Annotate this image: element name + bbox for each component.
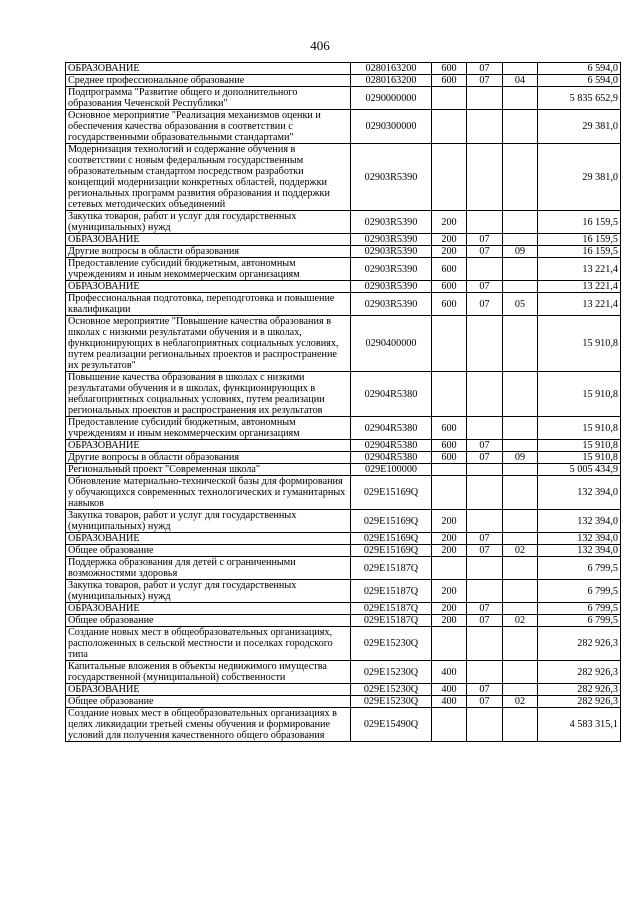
target-code-cell: 029E15230Q [351,684,432,696]
section-cell: 07 [467,696,503,708]
row-name-cell: Общее образование [66,615,351,627]
target-code-cell: 029E100000 [351,464,432,476]
row-name-cell: Предоставление субсидий бюджетным, автономным учреждениям и иным некоммерческим организациям [66,258,351,281]
table-row [66,372,621,417]
expense-type-cell: 200 [432,533,467,545]
subsection-cell: 05 [503,293,538,316]
target-code-cell: 0280163200 [351,63,432,75]
section-cell: 07 [467,281,503,293]
amount-cell: 16 159,5 [538,234,621,246]
target-code-cell: 02903R5390 [351,234,432,246]
amount-cell: 16 159,5 [538,211,621,234]
expense-type-cell: 600 [432,293,467,316]
subsection-cell [503,316,538,372]
row-name-cell: Повышение качества образования в школах с низкими результатами обучения и в школах, функционирующих в неблагоприятных социальных условиях, путем реализации региональных проектов и распространения их результатов [66,372,351,417]
expense-type-cell: 200 [432,545,467,557]
section-cell [467,144,503,211]
row-name-cell: Среднее профессиональное образование [66,75,351,87]
row-name-cell: Обновление материально-технической базы для формирования у обучающихся современных технологических и гуманитарных навыков [66,476,351,510]
expense-type-cell: 600 [432,417,467,440]
subsection-cell: 09 [503,452,538,464]
budget-table-body [66,63,621,742]
amount-cell: 132 394,0 [538,533,621,545]
subsection-cell: 02 [503,696,538,708]
expense-type-cell [432,110,467,144]
subsection-cell [503,87,538,110]
table-row [66,144,621,211]
subsection-cell: 09 [503,246,538,258]
expense-type-cell: 600 [432,452,467,464]
expense-type-cell: 400 [432,661,467,684]
amount-cell: 5 835 652,9 [538,87,621,110]
row-name-cell: Поддержка образования для детей с ограниченными возможностями здоровья [66,557,351,580]
amount-cell: 16 159,5 [538,246,621,258]
amount-cell: 282 926,3 [538,684,621,696]
section-cell: 07 [467,246,503,258]
target-code-cell: 02903R5390 [351,293,432,316]
row-name-cell: Профессиональная подготовка, переподготовка и повышение квалификации [66,293,351,316]
amount-cell: 15 910,8 [538,316,621,372]
amount-cell: 6 594,0 [538,75,621,87]
target-code-cell: 0280163200 [351,75,432,87]
row-name-cell: Общее образование [66,545,351,557]
row-name-cell: Основное мероприятие "Повышение качества образования в школах с низкими результатами обучения и в школах, функционирующих в неблагоприятных социальных условиях, путем реализации региональных проектов и распространение их результатов" [66,316,351,372]
target-code-cell: 0290000000 [351,87,432,110]
expense-type-cell [432,144,467,211]
amount-cell: 132 394,0 [538,476,621,510]
table-row [66,684,621,696]
amount-cell: 13 221,4 [538,258,621,281]
target-code-cell: 029E15169Q [351,476,432,510]
row-name-cell: ОБРАЗОВАНИЕ [66,440,351,452]
row-name-cell: Подпрограмма "Развитие общего и дополнительного образования Чеченской Республики" [66,87,351,110]
row-name-cell: Предоставление субсидий бюджетным, автономным учреждениям и иным некоммерческим организациям [66,417,351,440]
section-cell [467,110,503,144]
subsection-cell [503,510,538,533]
row-name-cell: ОБРАЗОВАНИЕ [66,533,351,545]
table-row [66,627,621,661]
expense-type-cell: 400 [432,696,467,708]
row-name-cell: ОБРАЗОВАНИЕ [66,684,351,696]
expense-type-cell [432,87,467,110]
target-code-cell: 02904R5380 [351,440,432,452]
row-name-cell: Закупка товаров, работ и услуг для государственных (муниципальных) нужд [66,580,351,603]
amount-cell: 5 005 434,9 [538,464,621,476]
target-code-cell: 029E15187Q [351,603,432,615]
expense-type-cell: 200 [432,246,467,258]
table-row [66,580,621,603]
table-row [66,234,621,246]
table-row [66,417,621,440]
table-row [66,545,621,557]
section-cell [467,708,503,742]
target-code-cell: 02903R5390 [351,246,432,258]
section-cell [467,661,503,684]
expense-type-cell: 600 [432,258,467,281]
target-code-cell: 0290400000 [351,316,432,372]
expense-type-cell: 600 [432,440,467,452]
table-row [66,615,621,627]
section-cell: 07 [467,234,503,246]
section-cell [467,258,503,281]
table-row [66,533,621,545]
target-code-cell: 029E15169Q [351,545,432,557]
amount-cell: 6 799,5 [538,580,621,603]
target-code-cell: 02903R5390 [351,258,432,281]
subsection-cell [503,281,538,293]
table-row [66,476,621,510]
section-cell [467,580,503,603]
subsection-cell [503,627,538,661]
amount-cell: 15 910,8 [538,417,621,440]
amount-cell: 6 799,5 [538,603,621,615]
expense-type-cell: 200 [432,211,467,234]
subsection-cell [503,603,538,615]
expense-type-cell [432,708,467,742]
amount-cell: 282 926,3 [538,696,621,708]
amount-cell: 29 381,0 [538,110,621,144]
target-code-cell: 029E15490Q [351,708,432,742]
target-code-cell: 029E15187Q [351,557,432,580]
section-cell: 07 [467,615,503,627]
table-row [66,87,621,110]
subsection-cell [503,234,538,246]
row-name-cell: ОБРАЗОВАНИЕ [66,63,351,75]
expense-type-cell: 200 [432,234,467,246]
row-name-cell: Модернизация технологий и содержание обучения в соответствии с новым федеральным государственным образовательным стандартом посредством разработки концепций модернизации конкретных областей, поддержки региональных программ развития образования и поддержки сетевых методических объединений [66,144,351,211]
section-cell: 07 [467,684,503,696]
section-cell [467,627,503,661]
section-cell: 07 [467,63,503,75]
table-row [66,63,621,75]
section-cell [467,464,503,476]
expense-type-cell: 600 [432,63,467,75]
amount-cell: 13 221,4 [538,293,621,316]
subsection-cell [503,580,538,603]
page-number: 406 [310,38,330,53]
expense-type-cell: 600 [432,281,467,293]
amount-cell: 15 910,8 [538,372,621,417]
section-cell [467,417,503,440]
section-cell: 07 [467,75,503,87]
target-code-cell: 029E15169Q [351,533,432,545]
subsection-cell: 04 [503,75,538,87]
row-name-cell: Закупка товаров, работ и услуг для государственных (муниципальных) нужд [66,211,351,234]
target-code-cell: 02903R5390 [351,211,432,234]
table-row [66,557,621,580]
expense-type-cell [432,316,467,372]
table-row [66,258,621,281]
section-cell [467,87,503,110]
amount-cell: 29 381,0 [538,144,621,211]
target-code-cell: 02904R5380 [351,452,432,464]
target-code-cell: 029E15187Q [351,615,432,627]
section-cell [467,476,503,510]
section-cell: 07 [467,452,503,464]
table-row [66,603,621,615]
subsection-cell [503,661,538,684]
target-code-cell: 02903R5390 [351,281,432,293]
row-name-cell: Закупка товаров, работ и услуг для государственных (муниципальных) нужд [66,510,351,533]
expense-type-cell [432,627,467,661]
subsection-cell [503,417,538,440]
table-row [66,281,621,293]
section-cell [467,510,503,533]
row-name-cell: Создание новых мест в общеобразовательных организациях, расположенных в сельской местности и поселках городского типа [66,627,351,661]
amount-cell: 282 926,3 [538,627,621,661]
subsection-cell [503,476,538,510]
expense-type-cell [432,557,467,580]
table-row [66,661,621,684]
row-name-cell: Создание новых мест в общеобразовательных организациях в целях ликвидации третьей смены обучения и формирование условий для получения качественного общего образования [66,708,351,742]
amount-cell: 15 910,8 [538,452,621,464]
expense-type-cell: 400 [432,684,467,696]
subsection-cell: 02 [503,545,538,557]
row-name-cell: Другие вопросы в области образования [66,452,351,464]
row-name-cell: Общее образование [66,696,351,708]
table-row [66,110,621,144]
table-row [66,510,621,533]
table-row [66,696,621,708]
amount-cell: 132 394,0 [538,545,621,557]
target-code-cell: 029E15169Q [351,510,432,533]
target-code-cell: 02903R5390 [351,144,432,211]
row-name-cell: ОБРАЗОВАНИЕ [66,234,351,246]
table-row [66,246,621,258]
table-row [66,293,621,316]
expense-type-cell: 200 [432,510,467,533]
amount-cell: 4 583 315,1 [538,708,621,742]
expense-type-cell [432,476,467,510]
table-row [66,316,621,372]
target-code-cell: 029E15230Q [351,661,432,684]
subsection-cell [503,372,538,417]
table-row [66,75,621,87]
target-code-cell: 029E15230Q [351,696,432,708]
section-cell: 07 [467,440,503,452]
section-cell [467,372,503,417]
target-code-cell: 02904R5380 [351,372,432,417]
section-cell: 07 [467,545,503,557]
subsection-cell [503,684,538,696]
table-row [66,708,621,742]
section-cell: 07 [467,533,503,545]
subsection-cell [503,464,538,476]
row-name-cell: ОБРАЗОВАНИЕ [66,281,351,293]
target-code-cell: 0290300000 [351,110,432,144]
amount-cell: 6 799,5 [538,557,621,580]
row-name-cell: Основное мероприятие "Реализация механизмов оценки и обеспечения качества образования в соответствии с государственными образовательными стандартами" [66,110,351,144]
section-cell [467,211,503,234]
subsection-cell [503,110,538,144]
subsection-cell [503,258,538,281]
subsection-cell [503,708,538,742]
expense-type-cell [432,372,467,417]
expense-type-cell: 200 [432,603,467,615]
amount-cell: 282 926,3 [538,661,621,684]
subsection-cell [503,533,538,545]
amount-cell: 13 221,4 [538,281,621,293]
target-code-cell: 029E15230Q [351,627,432,661]
subsection-cell [503,63,538,75]
table-row [66,452,621,464]
subsection-cell [503,211,538,234]
row-name-cell: Другие вопросы в области образования [66,246,351,258]
expense-type-cell: 200 [432,615,467,627]
section-cell: 07 [467,603,503,615]
section-cell [467,316,503,372]
subsection-cell [503,557,538,580]
table-row [66,440,621,452]
subsection-cell [503,440,538,452]
amount-cell: 6 799,5 [538,615,621,627]
section-cell: 07 [467,293,503,316]
section-cell [467,557,503,580]
target-code-cell: 029E15187Q [351,580,432,603]
expense-type-cell: 200 [432,580,467,603]
row-name-cell: Капитальные вложения в объекты недвижимого имущества государственной (муниципальной) собственности [66,661,351,684]
amount-cell: 15 910,8 [538,440,621,452]
table-row [66,211,621,234]
expense-type-cell [432,464,467,476]
row-name-cell: Региональный проект "Современная школа" [66,464,351,476]
amount-cell: 132 394,0 [538,510,621,533]
subsection-cell [503,144,538,211]
amount-cell: 6 594,0 [538,63,621,75]
expense-type-cell: 600 [432,75,467,87]
target-code-cell: 02904R5380 [351,417,432,440]
subsection-cell: 02 [503,615,538,627]
row-name-cell: ОБРАЗОВАНИЕ [66,603,351,615]
table-row [66,464,621,476]
budget-table [65,62,621,742]
